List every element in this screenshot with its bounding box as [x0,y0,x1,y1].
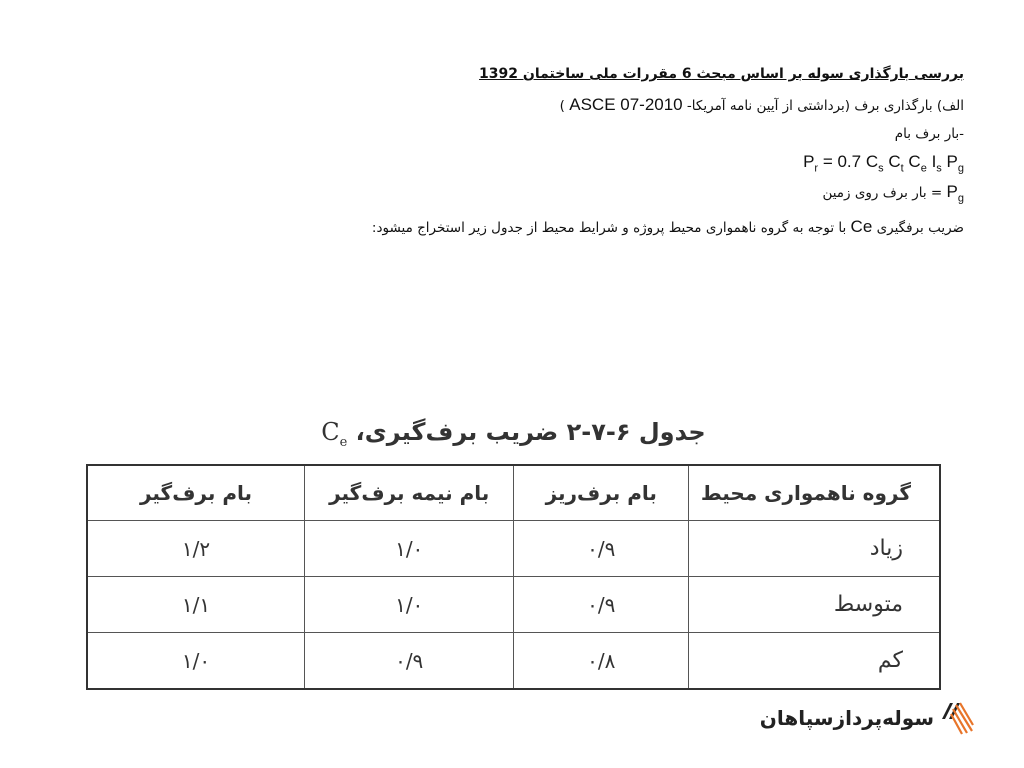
cell-group: کم [689,633,940,690]
cell-value: ۰/۹ [514,577,689,633]
table-row [87,521,940,577]
cell-value: ۰/۹ [304,633,513,690]
cell-value: ۱/۰ [87,633,304,690]
snow-exposure-table [86,464,941,690]
table-row [87,633,940,690]
cell-group: متوسط [689,577,940,633]
pg-definition: $P_g$ = بار برف روی زمین [822,182,964,205]
brand-name: سوله‌پردازسپاهان [759,706,934,730]
cell-value: ۰/۹ [514,521,689,577]
snow-formula: $P_r = 0.7$ $C_s$ $C_t$ $C_e$ $I_s$ $P_g$ [803,152,964,175]
document-heading: بررسی بارگذاری سوله بر اساس مبحث 6 مقررات ملی ساختمان 1392 [479,66,964,82]
roof-load-label: -بار برف بام [894,126,964,142]
asce-code: ASCE 07-2010 [569,95,683,114]
brand-logo [760,698,974,738]
snow-load-line: الف) بارگذاری برف (برداشتی از آیین نامه آمریکا- ASCE 07-2010 ) [559,95,964,114]
ce-description: ضریب برفگیری Ce با توجه به گروه ناهمواری محیط پروژه و شرایط محیط از جدول زیر استخراج میشود: [371,216,964,236]
document-text [264,64,964,245]
cell-value: ۱/۰ [304,521,513,577]
cell-group: زیاد [689,521,940,577]
cell-value: ۱/۲ [87,521,304,577]
cell-value: ۱/۰ [304,577,513,633]
header-cold-roof: بام برف‌گیر [87,465,304,521]
cell-value: ۰/۸ [514,633,689,690]
table-header-row [87,465,940,521]
cell-value: ۱/۱ [87,577,304,633]
header-semi-roof: بام نیمه برف‌گیر [304,465,513,521]
brand-mark-icon [940,697,974,739]
table-caption: جدول ۶-۷-۲ ضریب برف‌گیری، $C_e$ [321,418,706,450]
header-warm-roof: بام برف‌ریز [514,465,689,521]
header-terrain-group: گروه ناهمواری محیط [689,465,940,521]
table-row [87,577,940,633]
